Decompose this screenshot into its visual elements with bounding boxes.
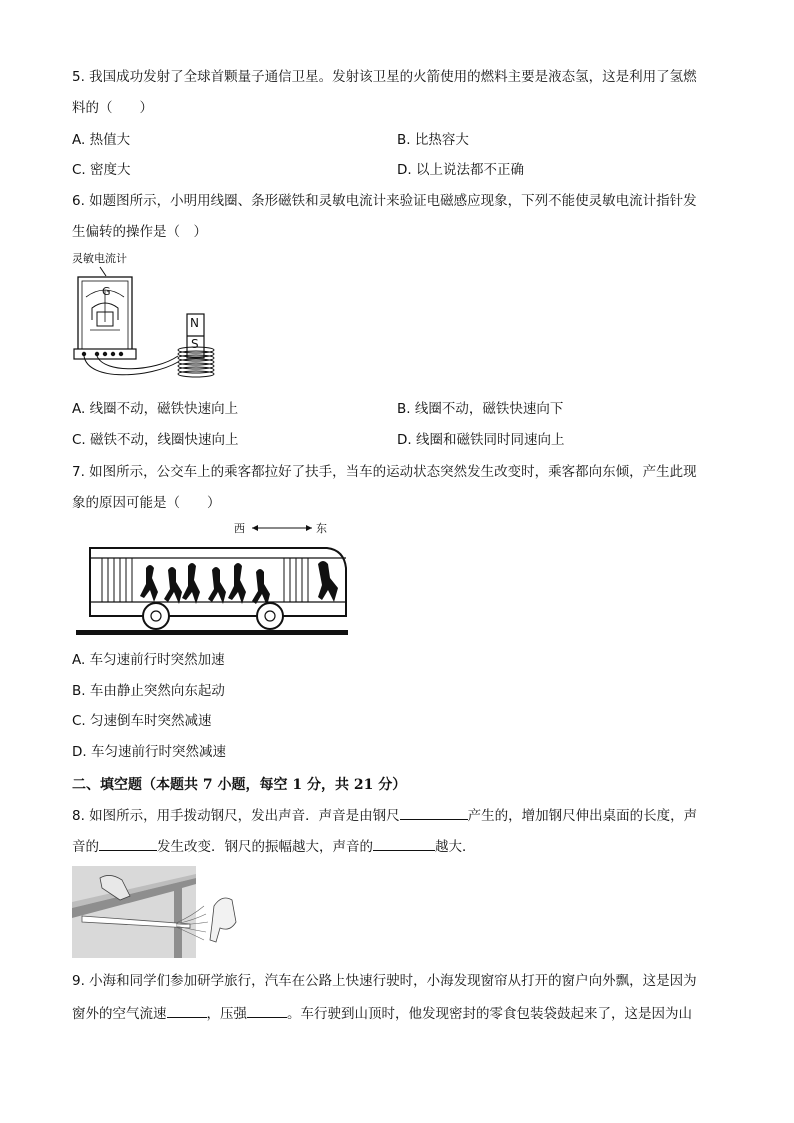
q9-text-2a: 窗外的空气流速 [72,1006,167,1022]
ruler-table-figure [72,866,252,960]
q8-text-2c: 越大． [435,839,476,855]
q7-option-b: B. 车由静止突然向东起动 [72,683,225,699]
bus-drawing [72,518,352,640]
direction-east-label: 东 [316,522,327,535]
q9-blank-1[interactable] [167,1004,207,1018]
q6-option-b: B. 线圈不动，磁铁快速向下 [397,401,564,417]
q8-text-1a: 8. 如图所示，用手拨动钢尺，发出声音．声音是由钢尺 [72,808,400,824]
q5-option-b: B. 比热容大 [397,132,469,148]
q6-option-d: D. 线圈和磁铁同时同速向上 [397,432,565,448]
q9-stem-line2 [72,1004,692,1023]
q9-text-2b: ，压强 [206,1006,247,1022]
q8-blank-3[interactable] [373,837,435,851]
q9-stem-line1: 9. 小海和同学们参加研学旅行，汽车在公路上快速行驶时，小海发现窗帘从打开的窗户向外飘，这是因为 [72,973,697,989]
bus-figure [72,518,352,640]
ruler-table-drawing [72,866,252,960]
q8-text-2a: 音的 [72,839,99,855]
q7-stem-line1: 7. 如图所示，公交车上的乘客都拉好了扶手，当车的运动状态突然发生改变时，乘客都向东倾，产生此现 [72,464,697,480]
galvanometer-caption: 灵敏电流计 [72,252,127,265]
q7-option-a: A. 车匀速前行时突然加速 [72,652,225,668]
q6-stem-line1: 6. 如题图所示，小明用线圈、条形磁铁和灵敏电流计来验证电磁感应现象，下列不能使灵敏电流计指针发 [72,193,697,209]
q6-option-a: A. 线圈不动，磁铁快速向上 [72,401,239,417]
section-heading: 二、填空题（本题共 7 小题，每空 1 分，共 21 分） [72,777,407,793]
q6-option-c: C. 磁铁不动，线圈快速向上 [72,432,239,448]
galvanometer-letter: G [102,285,111,298]
q8-text-2b: 发生改变．钢尺的振幅越大，声音的 [157,839,373,855]
q5-stem-line1: 5. 我国成功发射了全球首颗量子通信卫星。发射该卫星的火箭使用的燃料主要是液态氢，这是利用了氢燃 [72,69,697,85]
q7-stem-line2: 象的原因可能是（ ） [72,495,221,511]
q9-text-2c: 。车行驶到山顶时，他发现密封的零食包装袋鼓起来了，这是因为山 [287,1006,692,1022]
q8-text-1b: 产生的，增加钢尺伸出桌面的长度，声 [467,808,698,824]
magnet-north-label: N [190,316,199,330]
q7-option-d: D. 车匀速前行时突然减速 [72,744,226,760]
q6-stem-line2: 生偏转的操作是（ ） [72,224,207,240]
q8-stem-line2 [72,837,476,856]
magnet-south-label: S [191,337,199,351]
q9-blank-2[interactable] [247,1004,287,1018]
q5-stem-line2: 料的（ ） [72,100,153,116]
q5-option-d: D. 以上说法都不正确 [397,162,524,178]
direction-west-label: 西 [234,522,245,535]
q5-option-a: A. 热值大 [72,132,131,148]
q7-option-c: C. 匀速倒车时突然减速 [72,713,212,729]
q8-blank-2[interactable] [99,837,157,851]
q8-blank-1[interactable] [400,806,468,820]
q5-option-c: C. 密度大 [72,162,131,178]
q8-stem-line1 [72,806,697,825]
galvanometer-figure [70,250,230,390]
galvanometer-drawing [70,250,230,390]
